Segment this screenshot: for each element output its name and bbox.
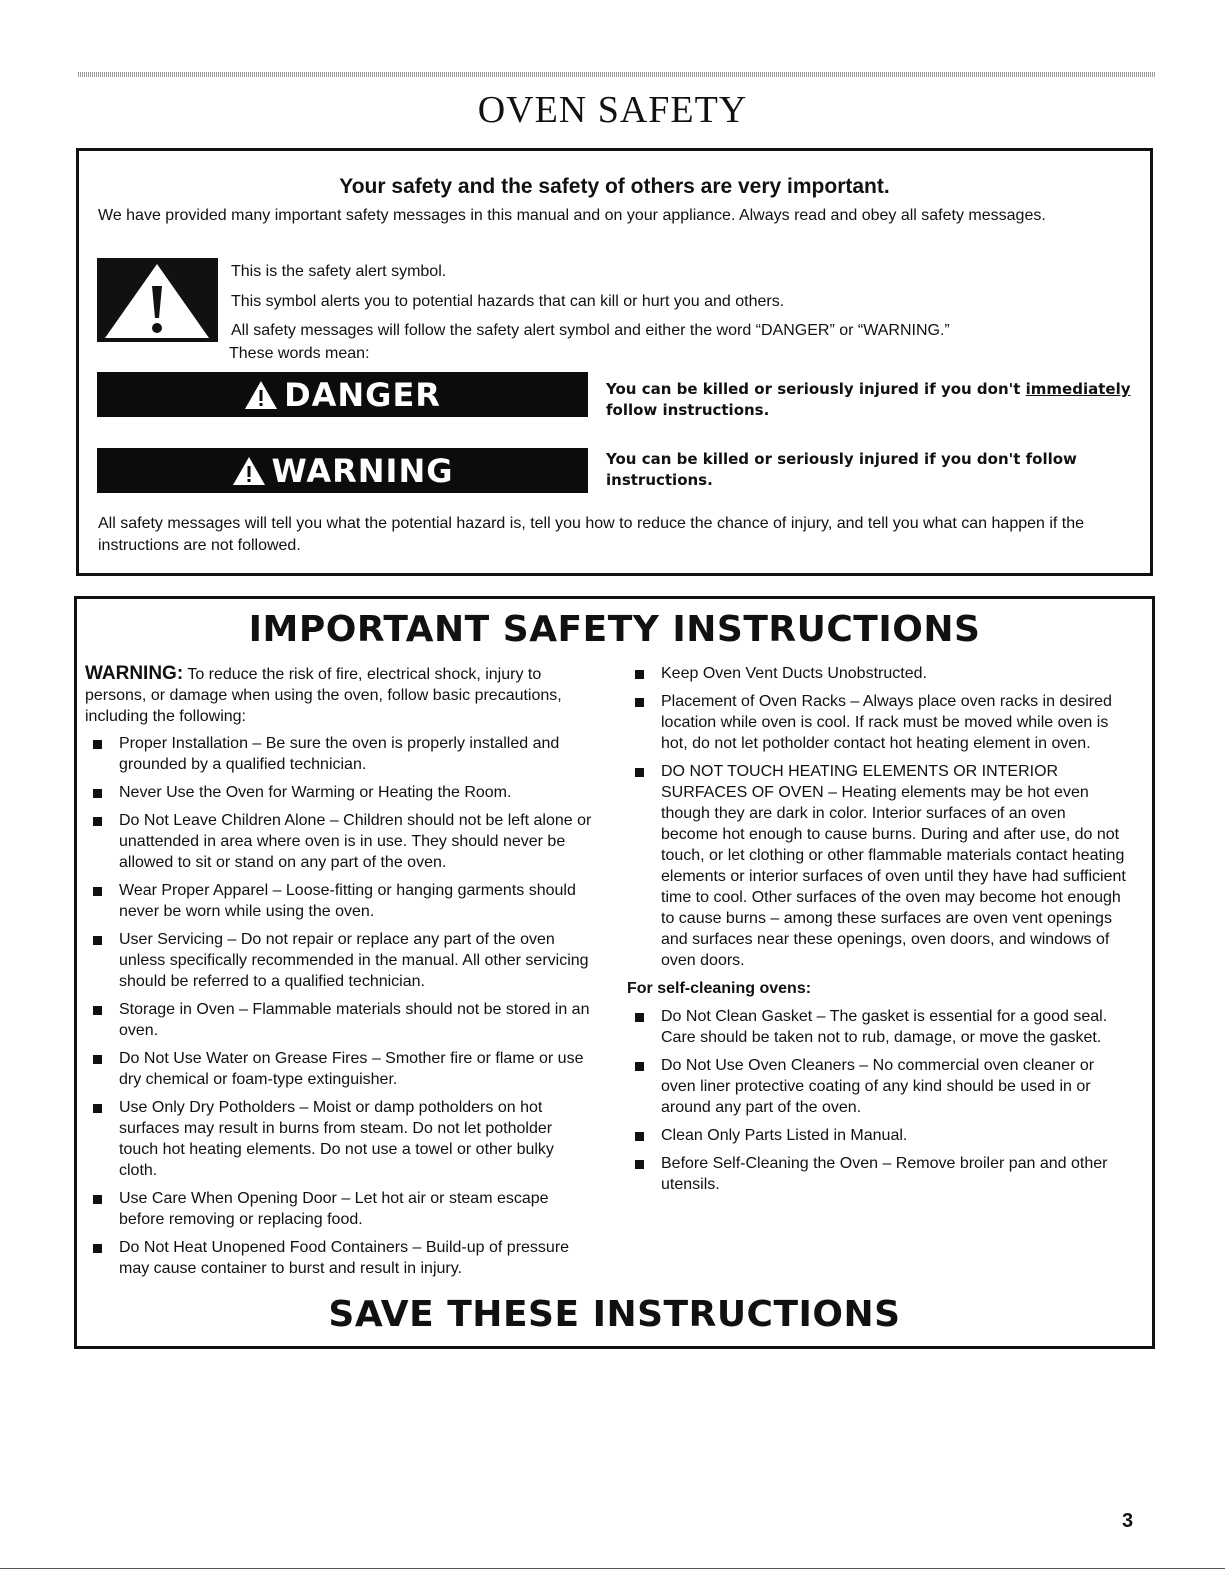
bullet-item bbox=[85, 1097, 595, 1181]
safety-closing: All safety messages will tell you what the potential hazard is, tell you how to reduce the chance of injury, and tell you what can happen if the instructions are not followed. bbox=[98, 515, 1085, 554]
safety-headline: Your safety and the safety of others are very important. bbox=[339, 175, 890, 198]
instructions-heading: IMPORTANT SAFETY INSTRUCTIONS bbox=[248, 609, 981, 650]
bullet-text: User Servicing – Do not repair or replace any part of the oven unless specifically recommended in the manual. All other servicing should be referred to a qualified technician. bbox=[119, 931, 589, 990]
top-rule bbox=[78, 72, 1155, 77]
square-bullet-icon bbox=[93, 789, 102, 798]
bullet-item bbox=[85, 1188, 595, 1230]
bullet-text: Do Not Clean Gasket – The gasket is essential for a good seal. Care should be taken not to rub, damage, or move the gasket. bbox=[661, 1008, 1108, 1046]
symbol-line: All safety messages will follow the safety alert symbol and either the word “DANGER” or “WARNING.” bbox=[231, 322, 950, 339]
square-bullet-icon bbox=[635, 670, 644, 679]
bullet-text: Do Not Heat Unopened Food Containers – Build-up of pressure may cause container to burst and result in injury. bbox=[119, 1239, 570, 1277]
bullet-text: Do Not Use Water on Grease Fires – Smother fire or flame or use dry chemical or foam-type extinguisher. bbox=[119, 1050, 584, 1088]
symbol-line: These words mean: bbox=[229, 345, 370, 362]
square-bullet-icon bbox=[93, 1244, 102, 1253]
danger-text-emphasis: immediately bbox=[1025, 380, 1131, 398]
warning-alert-icon bbox=[232, 456, 266, 486]
save-instructions-footer: SAVE THESE INSTRUCTIONS bbox=[328, 1294, 901, 1335]
square-bullet-icon bbox=[93, 1104, 102, 1113]
warning-label: WARNING bbox=[271, 451, 454, 490]
square-bullet-icon bbox=[635, 768, 644, 777]
danger-text-before: You can be killed or seriously injured if you don't bbox=[606, 380, 1026, 398]
bullet-item bbox=[85, 999, 595, 1041]
bullet-item bbox=[85, 733, 595, 775]
bullet-text: DO NOT TOUCH HEATING ELEMENTS OR INTERIOR SURFACES OF OVEN – Heating elements may be hot even though they are dark in color. Interior surfaces of an oven become hot enough to cause burns. During and after use, do not touch, or let clothing or other flammable materials contact heating elements or interior surfaces of oven until they have had sufficient time to cool. Other surfaces of the oven may become hot enough to cause burns – among these surfaces are oven vent openings and surfaces near these openings, oven doors, and windows of oven doors. bbox=[661, 763, 1126, 969]
safety-intro: We have provided many important safety messages in this manual and on your appliance. Always read and obey all safety messages. bbox=[98, 207, 1046, 224]
bullet-text: Use Only Dry Potholders – Moist or damp potholders on hot surfaces may result in burns from steam. Do not let potholder touch hot heating elements. Do not use a towel or other bulky cloth. bbox=[119, 1099, 554, 1179]
danger-label: DANGER bbox=[284, 375, 441, 414]
bullet-text: Use Care When Opening Door – Let hot air or steam escape before removing or replacing food. bbox=[119, 1190, 549, 1228]
square-bullet-icon bbox=[635, 1062, 644, 1071]
bullet-text: Do Not Use Oven Cleaners – No commercial oven cleaner or oven liner protective coating of any kind should be used in or around any part of the oven. bbox=[661, 1057, 1095, 1116]
bullet-item bbox=[627, 1153, 1127, 1195]
bullet-item bbox=[85, 929, 595, 992]
left-bullet-list bbox=[85, 733, 595, 1279]
danger-description bbox=[606, 379, 1136, 421]
page-number: 3 bbox=[1122, 1510, 1134, 1532]
bullet-text: Never Use the Oven for Warming or Heating the Room. bbox=[119, 784, 512, 801]
bullet-text: Clean Only Parts Listed in Manual. bbox=[661, 1127, 908, 1144]
symbol-line: This symbol alerts you to potential hazards that can kill or hurt you and others. bbox=[231, 293, 785, 310]
warning-paragraph-label: WARNING: bbox=[85, 663, 184, 684]
square-bullet-icon bbox=[93, 817, 102, 826]
important-safety-instructions-box bbox=[74, 596, 1155, 1349]
square-bullet-icon bbox=[93, 887, 102, 896]
bullet-text: Do Not Leave Children Alone – Children should not be left alone or unattended in area where oven is in use. They should never be allowed to sit or stand on any part of the oven. bbox=[119, 812, 592, 871]
right-bullet-list bbox=[627, 663, 1127, 971]
right-column bbox=[627, 663, 1127, 1202]
self-cleaning-bullet-list bbox=[627, 1006, 1127, 1195]
square-bullet-icon bbox=[635, 1132, 644, 1141]
square-bullet-icon bbox=[93, 740, 102, 749]
warning-banner bbox=[97, 448, 588, 493]
left-column bbox=[85, 663, 595, 1286]
square-bullet-icon bbox=[93, 1195, 102, 1204]
danger-banner bbox=[97, 372, 588, 417]
safety-alert-symbol-icon bbox=[97, 258, 218, 342]
bottom-rule bbox=[0, 1568, 1225, 1569]
bullet-item bbox=[85, 1048, 595, 1090]
bullet-text: Wear Proper Apparel – Loose-fitting or hanging garments should never be worn while using the oven. bbox=[119, 882, 576, 920]
bullet-item bbox=[85, 1237, 595, 1279]
bullet-text: Proper Installation – Be sure the oven is properly installed and grounded by a qualified technician. bbox=[119, 735, 560, 773]
bullet-item bbox=[627, 1125, 1127, 1146]
bullet-item bbox=[85, 880, 595, 922]
square-bullet-icon bbox=[93, 1006, 102, 1015]
square-bullet-icon bbox=[635, 1013, 644, 1022]
bullet-item bbox=[627, 1055, 1127, 1118]
bullet-item bbox=[627, 1006, 1127, 1048]
bullet-text: Before Self-Cleaning the Oven – Remove broiler pan and other utensils. bbox=[661, 1155, 1108, 1193]
page-title: OVEN SAFETY bbox=[477, 89, 748, 131]
danger-alert-icon bbox=[244, 380, 278, 410]
bullet-text: Keep Oven Vent Ducts Unobstructed. bbox=[661, 665, 927, 682]
warning-paragraph bbox=[85, 663, 595, 727]
bullet-item bbox=[627, 691, 1127, 754]
bullet-item bbox=[85, 782, 595, 803]
symbol-line: This is the safety alert symbol. bbox=[231, 263, 447, 280]
safety-message-box bbox=[76, 148, 1153, 576]
warning-description: You can be killed or seriously injured if you don't follow instructions. bbox=[606, 450, 1077, 489]
self-cleaning-heading: For self-cleaning ovens: bbox=[627, 980, 812, 997]
bullet-item bbox=[627, 761, 1127, 971]
danger-text-after: follow instructions. bbox=[606, 401, 770, 419]
bullet-item bbox=[627, 663, 1127, 684]
square-bullet-icon bbox=[635, 1160, 644, 1169]
bullet-text: Storage in Oven – Flammable materials should not be stored in an oven. bbox=[119, 1001, 590, 1039]
warning-paragraph-text: To reduce the risk of fire, electrical shock, injury to persons, or damage when using the oven, follow basic precautions, including the following: bbox=[85, 666, 562, 725]
square-bullet-icon bbox=[635, 698, 644, 707]
bullet-text: Placement of Oven Racks – Always place oven racks in desired location while oven is cool. If rack must be moved while oven is hot, do not let potholder contact hot heating element in oven. bbox=[661, 693, 1112, 752]
bullet-item bbox=[85, 810, 595, 873]
square-bullet-icon bbox=[93, 1055, 102, 1064]
square-bullet-icon bbox=[93, 936, 102, 945]
